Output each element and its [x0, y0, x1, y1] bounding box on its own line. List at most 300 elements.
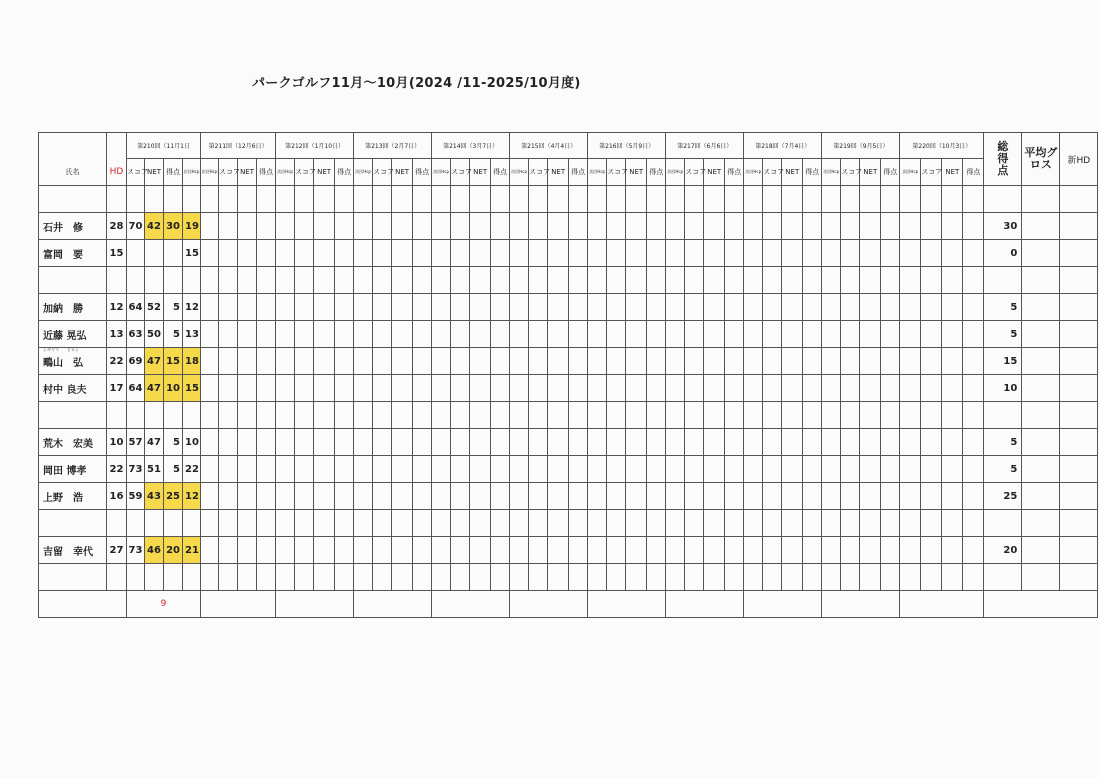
empty-cell	[295, 564, 314, 591]
empty-cell	[335, 564, 354, 591]
empty-cell	[201, 240, 219, 267]
empty-cell	[238, 375, 257, 402]
empty-cell	[782, 348, 803, 375]
empty-cell	[607, 429, 626, 456]
empty-cell	[510, 294, 529, 321]
empty-cell	[782, 321, 803, 348]
next-cell	[183, 564, 201, 591]
empty-cell	[510, 429, 529, 456]
table-row	[39, 186, 1098, 213]
empty-cell	[470, 348, 491, 375]
empty-cell	[470, 375, 491, 402]
empty-cell	[921, 537, 942, 564]
empty-cell	[900, 348, 921, 375]
empty-cell	[822, 186, 841, 213]
empty-cell	[588, 510, 607, 537]
empty-cell	[963, 402, 984, 429]
new-hd-cell	[1060, 240, 1098, 267]
points-cell: 30	[164, 213, 183, 240]
empty-cell	[335, 375, 354, 402]
empty-cell	[569, 348, 588, 375]
empty-cell	[782, 564, 803, 591]
empty-cell	[295, 456, 314, 483]
empty-cell	[921, 186, 942, 213]
empty-cell	[432, 321, 451, 348]
total-cell: 10	[984, 375, 1022, 402]
empty-cell	[607, 537, 626, 564]
empty-cell	[529, 240, 548, 267]
empty-cell	[942, 294, 963, 321]
empty-cell	[744, 213, 763, 240]
player-name: 吉留 幸代	[39, 537, 107, 564]
empty-cell	[763, 429, 782, 456]
empty-cell	[354, 186, 373, 213]
sub-header: NET	[392, 159, 413, 186]
empty-cell	[607, 375, 626, 402]
empty-cell	[626, 456, 647, 483]
empty-cell	[219, 483, 238, 510]
player-name	[39, 267, 107, 294]
empty-cell	[569, 213, 588, 240]
points-cell: 25	[164, 483, 183, 510]
empty-cell	[276, 537, 295, 564]
new-hd-header: 新HD	[1060, 133, 1098, 186]
points-cell	[164, 267, 183, 294]
name-text: 鴫山 弘	[43, 357, 83, 369]
empty-cell	[491, 186, 510, 213]
empty-cell	[666, 456, 685, 483]
empty-cell	[392, 186, 413, 213]
total-header: 総得点	[984, 133, 1022, 186]
empty-cell	[548, 213, 569, 240]
empty-cell	[588, 348, 607, 375]
empty-cell	[704, 537, 725, 564]
empty-cell	[238, 510, 257, 537]
new-hd-cell	[1060, 456, 1098, 483]
sub-header: NET	[145, 159, 164, 186]
empty-cell	[201, 402, 219, 429]
hd-cell	[107, 402, 127, 429]
empty-cell	[921, 483, 942, 510]
sub-header: 得点	[257, 159, 276, 186]
empty-cell	[238, 213, 257, 240]
total-cell: 0	[984, 240, 1022, 267]
total-cell	[984, 186, 1022, 213]
empty-cell	[354, 402, 373, 429]
empty-cell	[685, 483, 704, 510]
empty-cell	[314, 564, 335, 591]
footer-label-cell	[39, 591, 127, 618]
points-cell	[164, 186, 183, 213]
empty-cell	[529, 321, 548, 348]
empty-cell	[881, 483, 900, 510]
hd-cell: 22	[107, 348, 127, 375]
empty-cell	[647, 402, 666, 429]
empty-cell	[276, 240, 295, 267]
empty-cell	[782, 375, 803, 402]
empty-cell	[219, 375, 238, 402]
empty-cell	[763, 537, 782, 564]
player-name: 上野 浩	[39, 483, 107, 510]
empty-cell	[569, 483, 588, 510]
empty-cell	[314, 510, 335, 537]
empty-cell	[763, 294, 782, 321]
empty-cell	[782, 240, 803, 267]
empty-cell	[744, 294, 763, 321]
empty-cell	[725, 294, 744, 321]
empty-cell	[704, 348, 725, 375]
empty-cell	[257, 537, 276, 564]
empty-cell	[588, 267, 607, 294]
empty-cell	[413, 348, 432, 375]
empty-cell	[470, 321, 491, 348]
new-hd-cell	[1060, 267, 1098, 294]
sub-header: 次回Hcp	[744, 159, 763, 186]
empty-cell	[491, 375, 510, 402]
empty-cell	[335, 186, 354, 213]
net-cell: 46	[145, 537, 164, 564]
empty-cell	[744, 267, 763, 294]
empty-cell	[529, 213, 548, 240]
empty-cell	[588, 456, 607, 483]
footer-round-cell	[201, 591, 276, 618]
empty-cell	[725, 429, 744, 456]
empty-cell	[963, 510, 984, 537]
empty-cell	[803, 186, 822, 213]
sub-header: 得点	[335, 159, 354, 186]
avg-gross-cell	[1022, 267, 1060, 294]
empty-cell	[569, 267, 588, 294]
empty-cell	[942, 267, 963, 294]
new-hd-cell	[1060, 375, 1098, 402]
empty-cell	[782, 537, 803, 564]
round-header: 第220回（10月3日）	[900, 133, 984, 159]
empty-cell	[685, 456, 704, 483]
empty-cell	[569, 429, 588, 456]
next-cell: 13	[183, 321, 201, 348]
empty-cell	[763, 564, 782, 591]
empty-cell	[626, 267, 647, 294]
empty-cell	[666, 510, 685, 537]
round-header: 第212回（1月10日）	[276, 133, 354, 159]
empty-cell	[201, 429, 219, 456]
empty-cell	[822, 348, 841, 375]
empty-cell	[432, 240, 451, 267]
empty-cell	[782, 402, 803, 429]
empty-cell	[373, 213, 392, 240]
empty-cell	[725, 483, 744, 510]
empty-cell	[276, 348, 295, 375]
empty-cell	[314, 456, 335, 483]
empty-cell	[529, 537, 548, 564]
table-row	[39, 321, 1098, 348]
empty-cell	[647, 267, 666, 294]
empty-cell	[238, 294, 257, 321]
net-cell	[145, 267, 164, 294]
avg-gross-cell	[1022, 186, 1060, 213]
empty-cell	[257, 510, 276, 537]
round-header: 第215回（4月4日）	[510, 133, 588, 159]
empty-cell	[803, 537, 822, 564]
empty-cell	[238, 186, 257, 213]
empty-cell	[335, 402, 354, 429]
footer-round-cell	[432, 591, 510, 618]
score-cell: 57	[127, 429, 145, 456]
empty-cell	[666, 348, 685, 375]
empty-cell	[491, 294, 510, 321]
empty-cell	[607, 564, 626, 591]
avg-gross-cell	[1022, 348, 1060, 375]
empty-cell	[529, 483, 548, 510]
empty-cell	[569, 240, 588, 267]
empty-cell	[881, 240, 900, 267]
empty-cell	[685, 267, 704, 294]
empty-cell	[860, 321, 881, 348]
empty-cell	[607, 186, 626, 213]
net-cell: 47	[145, 375, 164, 402]
score-cell: 64	[127, 294, 145, 321]
next-cell: 22	[183, 456, 201, 483]
empty-cell	[373, 348, 392, 375]
empty-cell	[392, 213, 413, 240]
empty-cell	[763, 240, 782, 267]
empty-cell	[626, 186, 647, 213]
sub-header: NET	[942, 159, 963, 186]
empty-cell	[647, 375, 666, 402]
empty-cell	[548, 483, 569, 510]
empty-cell	[666, 213, 685, 240]
empty-cell	[491, 402, 510, 429]
empty-cell	[822, 483, 841, 510]
empty-cell	[704, 456, 725, 483]
empty-cell	[451, 456, 470, 483]
empty-cell	[725, 537, 744, 564]
sub-header: スコア	[607, 159, 626, 186]
table-row	[39, 240, 1098, 267]
empty-cell	[744, 321, 763, 348]
empty-cell	[491, 537, 510, 564]
empty-cell	[588, 375, 607, 402]
empty-cell	[822, 564, 841, 591]
empty-cell	[725, 321, 744, 348]
empty-cell	[763, 483, 782, 510]
empty-cell	[510, 483, 529, 510]
empty-cell	[963, 240, 984, 267]
total-cell	[984, 564, 1022, 591]
sub-header: 得点	[569, 159, 588, 186]
empty-cell	[647, 213, 666, 240]
sub-header: 得点	[725, 159, 744, 186]
player-name: 岡田 博孝	[39, 456, 107, 483]
sub-header: 得点	[963, 159, 984, 186]
empty-cell	[841, 240, 860, 267]
avg-gross-cell	[1022, 213, 1060, 240]
points-cell: 10	[164, 375, 183, 402]
empty-cell	[238, 402, 257, 429]
empty-cell	[373, 321, 392, 348]
empty-cell	[626, 213, 647, 240]
empty-cell	[335, 240, 354, 267]
empty-cell	[881, 186, 900, 213]
empty-cell	[373, 186, 392, 213]
empty-cell	[803, 510, 822, 537]
empty-cell	[451, 294, 470, 321]
empty-cell	[685, 429, 704, 456]
empty-cell	[803, 348, 822, 375]
empty-cell	[314, 483, 335, 510]
hd-cell	[107, 186, 127, 213]
empty-cell	[201, 483, 219, 510]
empty-cell	[963, 294, 984, 321]
empty-cell	[685, 321, 704, 348]
empty-cell	[744, 375, 763, 402]
sub-header: 次回Hcp	[900, 159, 921, 186]
score-cell: 73	[127, 456, 145, 483]
empty-cell	[238, 564, 257, 591]
empty-cell	[451, 213, 470, 240]
empty-cell	[822, 429, 841, 456]
empty-cell	[942, 321, 963, 348]
footer-round-cell	[822, 591, 900, 618]
empty-cell	[963, 213, 984, 240]
empty-cell	[744, 483, 763, 510]
player-name	[39, 564, 107, 591]
sub-header: 次回Hcp	[183, 159, 201, 186]
empty-cell	[841, 483, 860, 510]
empty-cell	[201, 321, 219, 348]
empty-cell	[451, 321, 470, 348]
empty-cell	[921, 348, 942, 375]
empty-cell	[685, 375, 704, 402]
empty-cell	[860, 375, 881, 402]
empty-cell	[470, 186, 491, 213]
next-cell	[183, 402, 201, 429]
empty-cell	[685, 348, 704, 375]
player-name: 富岡 要	[39, 240, 107, 267]
avg-gross-cell	[1022, 483, 1060, 510]
empty-cell	[257, 429, 276, 456]
empty-cell	[491, 348, 510, 375]
empty-cell	[354, 456, 373, 483]
net-cell: 43	[145, 483, 164, 510]
empty-cell	[432, 186, 451, 213]
empty-cell	[607, 402, 626, 429]
empty-cell	[432, 267, 451, 294]
table-row	[39, 402, 1098, 429]
empty-cell	[529, 186, 548, 213]
empty-cell	[201, 510, 219, 537]
empty-cell	[510, 321, 529, 348]
empty-cell	[963, 429, 984, 456]
empty-cell	[626, 402, 647, 429]
empty-cell	[588, 402, 607, 429]
empty-cell	[276, 186, 295, 213]
footer-round-cell	[354, 591, 432, 618]
empty-cell	[354, 321, 373, 348]
empty-cell	[942, 240, 963, 267]
empty-cell	[685, 213, 704, 240]
empty-cell	[470, 537, 491, 564]
total-cell: 30	[984, 213, 1022, 240]
new-hd-cell	[1060, 294, 1098, 321]
empty-cell	[588, 240, 607, 267]
empty-cell	[666, 240, 685, 267]
empty-cell	[921, 213, 942, 240]
empty-cell	[373, 483, 392, 510]
sub-header: 次回Hcp	[276, 159, 295, 186]
empty-cell	[900, 429, 921, 456]
empty-cell	[860, 402, 881, 429]
empty-cell	[373, 375, 392, 402]
empty-cell	[510, 564, 529, 591]
round-header: 第217回（6月6日）	[666, 133, 744, 159]
empty-cell	[257, 267, 276, 294]
table-row	[39, 294, 1098, 321]
empty-cell	[201, 537, 219, 564]
empty-cell	[276, 294, 295, 321]
empty-cell	[432, 402, 451, 429]
table-row	[39, 483, 1098, 510]
sub-header: 得点	[881, 159, 900, 186]
empty-cell	[860, 510, 881, 537]
empty-cell	[257, 321, 276, 348]
empty-cell	[666, 186, 685, 213]
empty-cell	[470, 429, 491, 456]
empty-cell	[704, 483, 725, 510]
empty-cell	[314, 267, 335, 294]
empty-cell	[295, 321, 314, 348]
empty-cell	[238, 483, 257, 510]
name-reading: シギヤマ ヒロシ	[43, 346, 79, 352]
empty-cell	[510, 510, 529, 537]
empty-cell	[942, 456, 963, 483]
empty-cell	[860, 186, 881, 213]
empty-cell	[963, 456, 984, 483]
net-cell: 51	[145, 456, 164, 483]
empty-cell	[569, 321, 588, 348]
empty-cell	[963, 537, 984, 564]
empty-cell	[295, 294, 314, 321]
empty-cell	[314, 240, 335, 267]
score-cell: 70	[127, 213, 145, 240]
empty-cell	[921, 429, 942, 456]
hd-cell: 16	[107, 483, 127, 510]
empty-cell	[276, 267, 295, 294]
empty-cell	[921, 375, 942, 402]
empty-cell	[900, 267, 921, 294]
empty-cell	[822, 294, 841, 321]
empty-cell	[569, 510, 588, 537]
empty-cell	[295, 186, 314, 213]
empty-cell	[860, 240, 881, 267]
empty-cell	[900, 321, 921, 348]
player-name	[39, 402, 107, 429]
empty-cell	[607, 348, 626, 375]
empty-cell	[314, 537, 335, 564]
empty-cell	[314, 429, 335, 456]
empty-cell	[413, 240, 432, 267]
empty-cell	[548, 267, 569, 294]
footer-round-cell	[900, 591, 984, 618]
player-name: 荒木 宏美	[39, 429, 107, 456]
empty-cell	[257, 483, 276, 510]
avg-gross-cell	[1022, 240, 1060, 267]
avg-gross-cell	[1022, 294, 1060, 321]
avg-gross-cell	[1022, 402, 1060, 429]
sub-header: 得点	[647, 159, 666, 186]
points-cell: 5	[164, 294, 183, 321]
sub-header: 次回Hcp	[354, 159, 373, 186]
